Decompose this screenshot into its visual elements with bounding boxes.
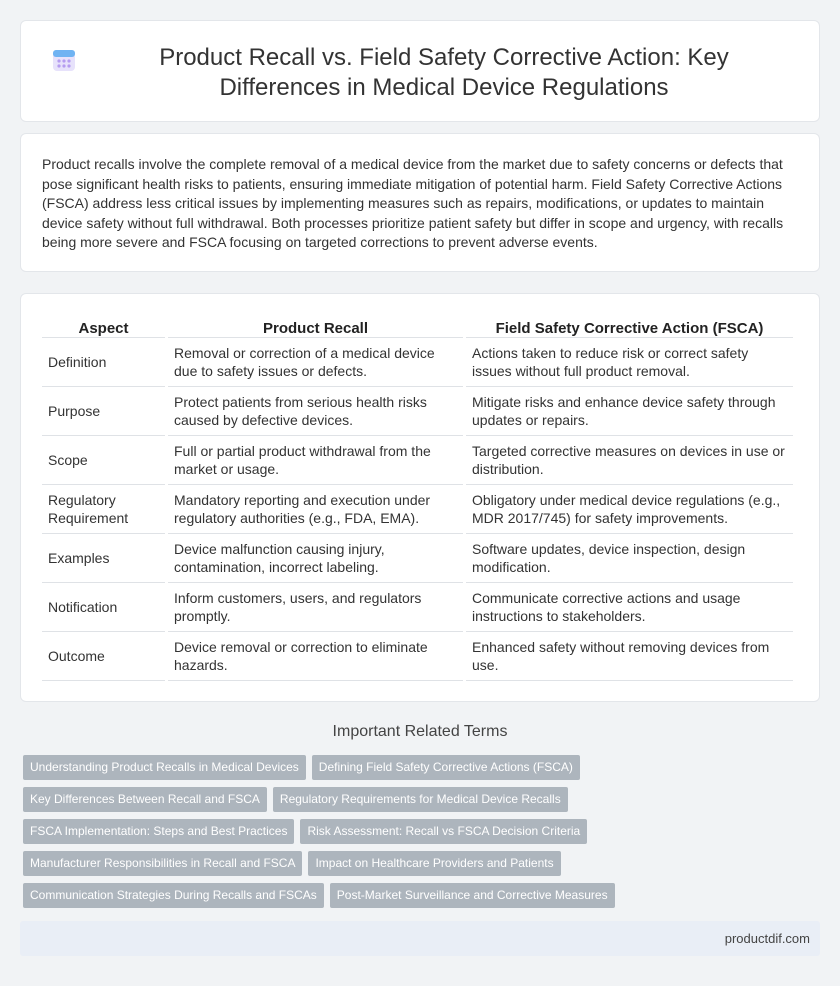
- cell-fsca: Software updates, device inspection, design modification.: [466, 534, 793, 583]
- cell-recall: Mandatory reporting and execution under regulatory authorities (e.g., FDA, EMA).: [168, 485, 463, 534]
- footer-site-link[interactable]: productdif.com: [724, 931, 810, 946]
- cell-aspect: Examples: [42, 534, 165, 583]
- table-row: [42, 338, 793, 387]
- intro-paragraph: Product recalls involve the complete removal of a medical device from the market due to safety concerns or defects that pose significant health risks to patients, ensuring immediate mitigation of potential harm. Field Safety Corrective Actions (FSCA) address less critical issues by implementing measures such as repairs, modifications, or updates to maintain device safety without full withdrawal. Both processes prioritize patient safety but differ in scope and urgency, with recalls being more severe and FSCA focusing on targeted corrections to prevent adverse events.: [42, 156, 784, 251]
- related-term-link[interactable]: Post-Market Surveillance and Corrective Measures: [330, 883, 615, 908]
- cell-fsca: Mitigate risks and enhance device safety through updates or repairs.: [466, 387, 793, 436]
- page-title: Product Recall vs. Field Safety Corrective Action: Key Differences in Medical Device Regulations: [159, 44, 729, 101]
- related-terms-list: [23, 755, 823, 915]
- table-header-row: [42, 314, 793, 338]
- cell-recall: Full or partial product withdrawal from the market or usage.: [168, 436, 463, 485]
- related-term-link[interactable]: Defining Field Safety Corrective Actions (FSCA): [312, 755, 580, 780]
- cell-fsca: Actions taken to reduce risk or correct safety issues without full product removal.: [466, 338, 793, 387]
- cell-recall: Inform customers, users, and regulators promptly.: [168, 583, 463, 632]
- cell-aspect: Notification: [42, 583, 165, 632]
- related-term-link[interactable]: Communication Strategies During Recalls and FSCAs: [23, 883, 324, 908]
- cell-recall: Removal or correction of a medical device due to safety issues or defects.: [168, 338, 463, 387]
- table-row: [42, 534, 793, 583]
- comparison-table-card: [20, 293, 820, 702]
- cell-aspect: Definition: [42, 338, 165, 387]
- table-row: [42, 583, 793, 632]
- table-row: [42, 387, 793, 436]
- tag-row: [23, 851, 823, 883]
- header-card: [20, 20, 820, 122]
- tag-row: [23, 787, 823, 819]
- cell-recall: Device malfunction causing injury, contamination, incorrect labeling.: [168, 534, 463, 583]
- related-terms-title: Important Related Terms: [332, 723, 508, 740]
- tag-row: [23, 819, 823, 851]
- cell-recall: Protect patients from serious health risks caused by defective devices.: [168, 387, 463, 436]
- table-row: [42, 632, 793, 681]
- cell-fsca: Obligatory under medical device regulations (e.g., MDR 2017/745) for safety improvements.: [466, 485, 793, 534]
- header-product-recall: Product Recall: [168, 314, 463, 338]
- tag-row: [23, 755, 823, 787]
- footer: [20, 921, 820, 956]
- tag-row: [23, 883, 823, 915]
- related-term-link[interactable]: Manufacturer Responsibilities in Recall and FSCA: [23, 851, 302, 876]
- cell-fsca: Communicate corrective actions and usage instructions to stakeholders.: [466, 583, 793, 632]
- intro-card: [20, 133, 820, 272]
- cell-recall: Device removal or correction to eliminate hazards.: [168, 632, 463, 681]
- related-term-link[interactable]: Understanding Product Recalls in Medical Devices: [23, 755, 306, 780]
- cell-fsca: Enhanced safety without removing devices from use.: [466, 632, 793, 681]
- related-term-link[interactable]: Risk Assessment: Recall vs FSCA Decision Criteria: [300, 819, 587, 844]
- cell-fsca: Targeted corrective measures on devices in use or distribution.: [466, 436, 793, 485]
- related-term-link[interactable]: FSCA Implementation: Steps and Best Practices: [23, 819, 294, 844]
- related-term-link[interactable]: Key Differences Between Recall and FSCA: [23, 787, 267, 812]
- comparison-table: [39, 314, 796, 681]
- table-row: [42, 485, 793, 534]
- header-aspect: Aspect: [42, 314, 165, 338]
- table-row: [42, 436, 793, 485]
- header-fsca: Field Safety Corrective Action (FSCA): [466, 314, 793, 338]
- cell-aspect: Purpose: [42, 387, 165, 436]
- related-term-link[interactable]: Impact on Healthcare Providers and Patients: [308, 851, 560, 876]
- cell-aspect: Regulatory Requirement: [42, 485, 165, 534]
- calendar-grid-icon: [51, 47, 77, 73]
- cell-aspect: Outcome: [42, 632, 165, 681]
- cell-aspect: Scope: [42, 436, 165, 485]
- related-term-link[interactable]: Regulatory Requirements for Medical Device Recalls: [273, 787, 568, 812]
